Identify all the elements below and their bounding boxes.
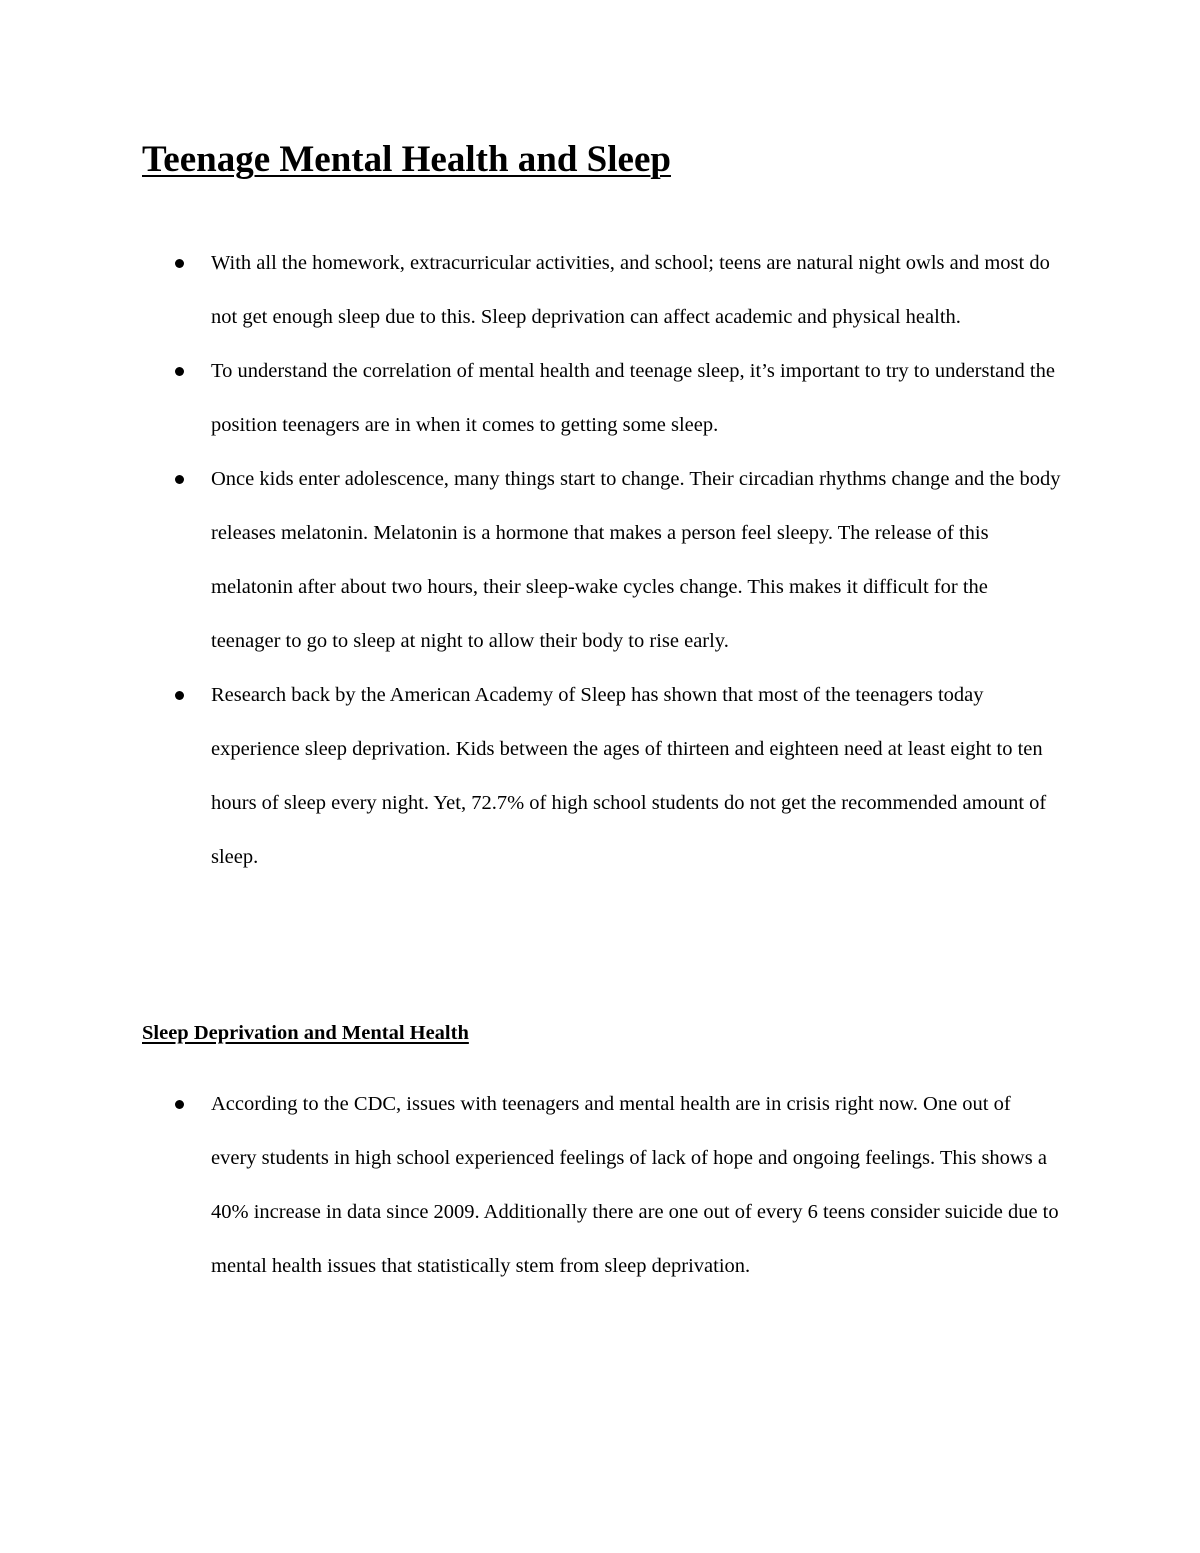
section-heading: Sleep Deprivation and Mental Health bbox=[142, 1022, 469, 1044]
bullet-text: With all the homework, extracurricular activities, and school; teens are natural night owls and most do not get enough sleep due to this. Sleep deprivation can affect academic and physical health. bbox=[211, 252, 1050, 328]
bullet-icon bbox=[175, 259, 184, 268]
bullet-item bbox=[0, 344, 1061, 452]
section-bullet-list bbox=[0, 1077, 1061, 1293]
bullet-text: According to the CDC, issues with teenagers and mental health are in crisis right now. One out of every students in high school experienced feelings of lack of hope and ongoing feelings. This shows a 40% increase in data since 2009. Additionally there are one out of every 6 teens consider suicide due to mental health issues that statistically stem from sleep deprivation. bbox=[211, 1093, 1059, 1277]
bullet-item bbox=[0, 668, 1061, 884]
bullet-icon bbox=[175, 475, 184, 484]
bullet-icon bbox=[175, 691, 184, 700]
bullet-icon bbox=[175, 1100, 184, 1109]
bullet-item bbox=[0, 452, 1061, 668]
bullet-item bbox=[0, 1077, 1061, 1293]
bullet-icon bbox=[175, 367, 184, 376]
document-title: Teenage Mental Health and Sleep bbox=[142, 139, 671, 180]
bullet-text: Research back by the American Academy of Sleep has shown that most of the teenagers today experience sleep deprivation. Kids between the ages of thirteen and eighteen need at least eight to ten hours of sleep every night. Yet, 72.7% of high school students do not get the recommended amount of sleep. bbox=[211, 684, 1047, 868]
bullet-text: Once kids enter adolescence, many things start to change. Their circadian rhythms change and the body releases melatonin. Melatonin is a hormone that makes a person feel sleepy. The release of this melatonin after about two hours, their sleep-wake cycles change. This makes it difficult for the teenager to go to sleep at night to allow their body to rise early. bbox=[211, 468, 1061, 652]
intro-bullet-list bbox=[0, 236, 1061, 884]
bullet-item bbox=[0, 236, 1061, 344]
bullet-text: To understand the correlation of mental health and teenage sleep, it’s important to try to understand the position teenagers are in when it comes to getting some sleep. bbox=[211, 360, 1055, 436]
